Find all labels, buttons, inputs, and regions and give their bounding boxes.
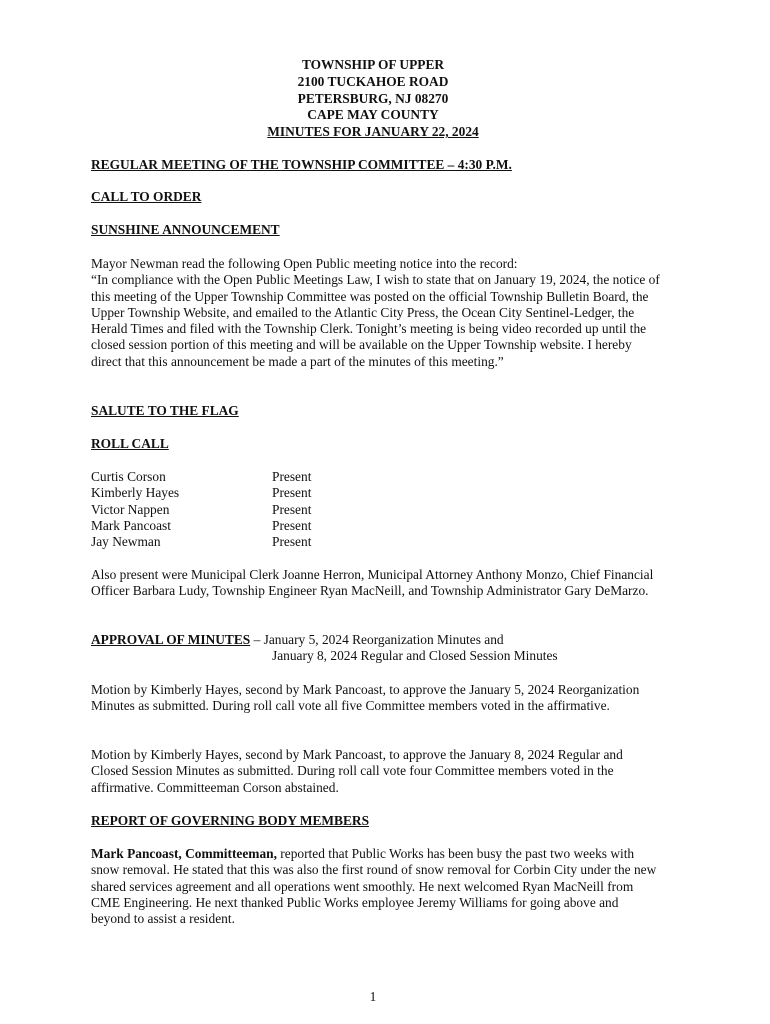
report-heading: REPORT OF GOVERNING BODY MEMBERS (91, 813, 370, 828)
report-body (91, 846, 661, 927)
roll-call-name: Victor Nappen (91, 501, 170, 517)
motion-1 (91, 682, 661, 715)
roll-call-status: Present (272, 469, 312, 484)
motion-1-text: Motion by Kimberly Hayes, second by Mark Pancoast, to approve the January 5, 2024 Reorganization Minutes as submitted. During roll call vote all five Committee members voted in the affirmative. (91, 682, 640, 714)
also-present-text: Also present were Municipal Clerk Joanne Herron, Municipal Attorney Anthony Monzo, Chief Financial Officer Barbara Ludy, Township Engineer Ryan MacNeill, and Township Administrator Gary DeMarzo. (91, 567, 654, 599)
sunshine-body (91, 256, 661, 370)
approval-line-2: January 8, 2024 Regular and Closed Session Minutes (272, 648, 558, 664)
meeting-title-text: REGULAR MEETING OF THE TOWNSHIP COMMITTEE – 4:30 P.M. (91, 157, 512, 172)
header-city: PETERSBURG, NJ 08270 (297, 90, 449, 106)
call-to-order-heading: CALL TO ORDER (91, 189, 202, 204)
roll-call-name: Mark Pancoast (91, 517, 171, 533)
approval-line-1 (91, 632, 661, 648)
approval-heading: APPROVAL OF MINUTES (91, 632, 251, 647)
header-county: CAPE MAY COUNTY (307, 107, 439, 123)
meeting-title (91, 157, 661, 173)
approval-section (91, 632, 661, 665)
salute-heading: SALUTE TO THE FLAG (91, 403, 239, 418)
motion-2 (91, 747, 661, 796)
roll-call-status: Present (272, 534, 312, 550)
motion-2-text: Motion by Kimberly Hayes, second by Mark Pancoast, to approve the January 8, 2024 Regular and Closed Session Minutes as submitted. During roll call vote four Committee members voted in the affirmative. Committeeman Corson abstained. (91, 747, 623, 795)
header-minutes-date: MINUTES FOR JANUARY 22, 2024 (267, 124, 479, 140)
document-header (0, 57, 746, 141)
page-number: 1 (369, 989, 377, 1004)
call-to-order (91, 189, 661, 205)
salute-section (91, 403, 661, 419)
sunshine-intro: Mayor Newman read the following Open Public meeting notice into the record: (91, 256, 518, 271)
header-township: TOWNSHIP OF UPPER (301, 57, 445, 72)
roll-call-name: Kimberly Hayes (91, 485, 180, 501)
header-address: 2100 TUCKAHOE ROAD (297, 73, 449, 89)
report-paragraph (91, 846, 661, 927)
sunshine-section (91, 222, 661, 238)
also-present (91, 567, 661, 600)
roll-call-status: Present (272, 485, 312, 501)
roll-call-list (91, 469, 661, 550)
roll-call-heading: ROLL CALL (91, 436, 169, 451)
roll-call-status: Present (272, 517, 312, 533)
sunshine-text: “In compliance with the Open Public Meetings Law, I wish to state that on January 19, 2024, the notice of this meeting of the Upper Township Committee was posted on the official Township Bulletin Board, the Upper Township Website, and emailed to the Atlantic City Press, the Ocean City Sentinel-Ledger, the Herald Times and filed with the Township Clerk. Tonight’s meeting is being video recorded up until the closed session portion of this meeting and will be available on the Upper Township website. I hereby direct that this announcement be made a part of the minutes of this meeting.” (91, 272, 660, 369)
roll-call-name: Curtis Corson (91, 469, 166, 484)
roll-call-name: Jay Newman (91, 534, 161, 550)
report-text: reported that Public Works has been busy the past two weeks with snow removal. He stated that this was also the first round of snow removal for Corbin City under the new shared services agreement and all operations went smoothly. He next welcomed Ryan MacNeill from CME Engineering. He next thanked Public Works employee Jeremy Williams for going above and beyond to assist a resident. (91, 846, 657, 927)
report-section (91, 813, 661, 829)
roll-call-section (91, 436, 661, 452)
roll-call-status: Present (272, 501, 312, 517)
approval-line-1-text: – January 5, 2024 Reorganization Minutes and (250, 632, 504, 647)
sunshine-heading: SUNSHINE ANNOUNCEMENT (91, 222, 280, 237)
report-member-name: Mark Pancoast, Committeeman, (91, 846, 277, 861)
